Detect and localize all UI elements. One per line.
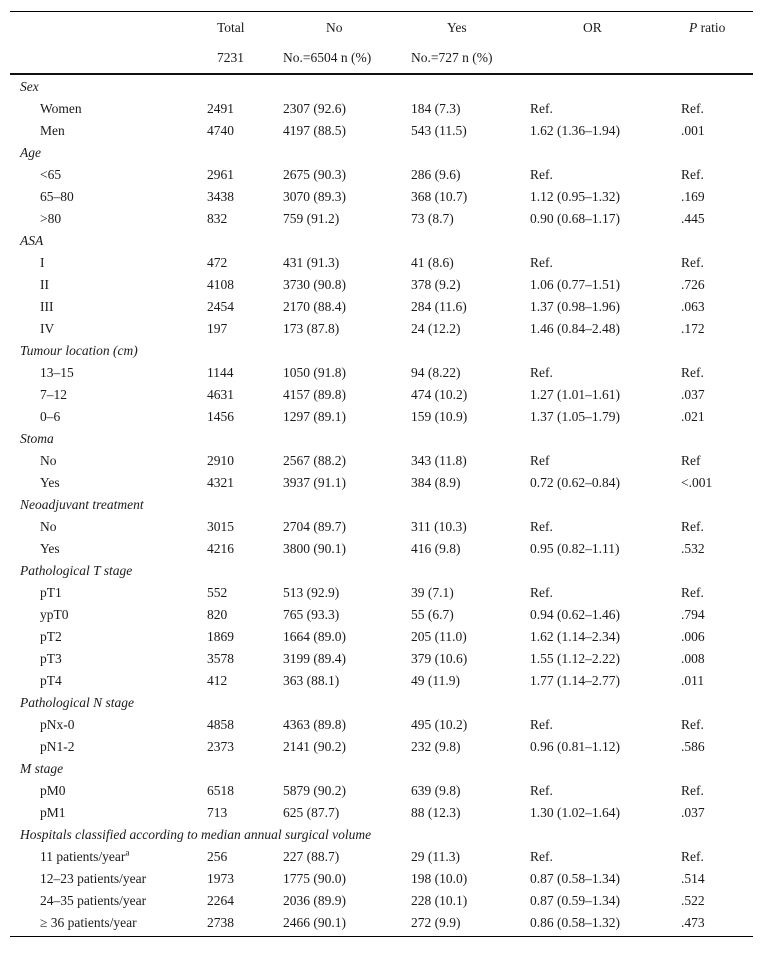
cell-yes: 639 (9.8) [411, 783, 461, 798]
row-label: IV [40, 321, 55, 336]
cell-p-ratio: Ref. [681, 167, 704, 182]
cell-or: Ref. [530, 849, 553, 864]
row-label: 13–15 [40, 365, 74, 380]
table-header [10, 12, 753, 73]
row-label: pT4 [40, 673, 62, 688]
cell-p-ratio: .021 [681, 409, 705, 424]
cell-p-ratio: .063 [681, 299, 705, 314]
cell-total: 832 [207, 211, 228, 226]
row-label: pN1-2 [40, 739, 75, 754]
cell-total: 197 [207, 321, 228, 336]
cell-total: 1456 [207, 409, 234, 424]
section-header-row [10, 230, 753, 252]
row-label: 24–35 patients/year [40, 893, 147, 908]
cell-total: 2454 [207, 299, 234, 314]
cell-p-ratio: .006 [681, 629, 705, 644]
table-row [10, 648, 753, 670]
row-label: pM1 [40, 805, 66, 820]
cell-no: 2466 (90.1) [283, 915, 346, 930]
cell-yes: 272 (9.9) [411, 915, 461, 930]
cell-or: 1.62 (1.36–1.94) [530, 123, 620, 138]
header-p-rest: ratio [697, 20, 726, 35]
section-header-row [10, 142, 753, 164]
table-row [10, 208, 753, 230]
cell-yes: 416 (9.8) [411, 541, 461, 556]
cell-yes: 284 (11.6) [411, 299, 467, 314]
table-row [10, 582, 753, 604]
cell-total: 1144 [207, 365, 234, 380]
cell-total: 4740 [207, 123, 234, 138]
cell-yes: 41 (8.6) [411, 255, 454, 270]
section-title: M stage [20, 761, 64, 776]
cell-total: 1869 [207, 629, 234, 644]
header-total-n: 7231 [217, 50, 244, 65]
cell-or: Ref. [530, 101, 553, 116]
cell-yes: 88 (12.3) [411, 805, 461, 820]
section-title: Tumour location (cm) [20, 343, 138, 358]
table-row [10, 538, 753, 560]
cell-yes: 474 (10.2) [411, 387, 468, 402]
cell-total: 4216 [207, 541, 234, 556]
row-label: Yes [40, 475, 60, 490]
section-title: Pathological T stage [20, 563, 133, 578]
cell-or: Ref. [530, 365, 553, 380]
header-no-title: No [326, 20, 343, 35]
table-row [10, 780, 753, 802]
row-label: II [40, 277, 49, 292]
cell-total: 256 [207, 849, 228, 864]
cell-p-ratio: Ref. [681, 849, 704, 864]
section-header-row [10, 758, 753, 780]
cell-or: 1.37 (0.98–1.96) [530, 299, 620, 314]
header-no-n: No.=6504 n (%) [283, 50, 372, 65]
cell-total: 4858 [207, 717, 234, 732]
table-row [10, 516, 753, 538]
table-row [10, 274, 753, 296]
cell-p-ratio: .532 [681, 541, 705, 556]
cell-no: 173 (87.8) [283, 321, 340, 336]
table-row [10, 626, 753, 648]
row-label: pNx-0 [40, 717, 75, 732]
cell-p-ratio: Ref. [681, 783, 704, 798]
cell-total: 472 [207, 255, 228, 270]
section-header-row [10, 76, 753, 98]
cell-no: 5879 (90.2) [283, 783, 346, 798]
table-row [10, 450, 753, 472]
cell-no: 2567 (88.2) [283, 453, 346, 468]
table-row [10, 406, 753, 428]
table-row [10, 296, 753, 318]
cell-p-ratio: .522 [681, 893, 705, 908]
row-label: pT2 [40, 629, 62, 644]
cell-or: 0.87 (0.58–1.34) [530, 871, 620, 886]
table-row [10, 714, 753, 736]
row-label: pM0 [40, 783, 66, 798]
section-header-row [10, 560, 753, 582]
cell-p-ratio: Ref. [681, 365, 704, 380]
table-body [10, 75, 753, 936]
row-label-text: 11 patients/year [40, 849, 126, 864]
cell-p-ratio: .514 [681, 871, 705, 886]
table-row [10, 98, 753, 120]
table-row [10, 252, 753, 274]
cell-no: 431 (91.3) [283, 255, 340, 270]
cell-p-ratio: Ref. [681, 519, 704, 534]
table-row [10, 362, 753, 384]
table-row [10, 890, 753, 912]
header-yes-title: Yes [447, 20, 467, 35]
cell-no: 4197 (88.5) [283, 123, 346, 138]
cell-no: 3199 (89.4) [283, 651, 346, 666]
row-label: Yes [40, 541, 60, 556]
cell-total: 2910 [207, 453, 234, 468]
cell-no: 625 (87.7) [283, 805, 340, 820]
cell-no: 2307 (92.6) [283, 101, 346, 116]
cell-yes: 205 (11.0) [411, 629, 467, 644]
row-label [40, 846, 129, 868]
cell-or: 0.90 (0.68–1.17) [530, 211, 620, 226]
cell-or: 1.46 (0.84–2.48) [530, 321, 620, 336]
table-row [10, 868, 753, 890]
section-title: Age [20, 145, 41, 160]
cell-yes: 228 (10.1) [411, 893, 468, 908]
cell-total: 4321 [207, 475, 234, 490]
cell-p-ratio: .037 [681, 387, 705, 402]
row-label: pT3 [40, 651, 62, 666]
cell-total: 2961 [207, 167, 234, 182]
table-row [10, 912, 753, 934]
data-table [10, 11, 753, 937]
cell-no: 759 (91.2) [283, 211, 340, 226]
cell-no: 227 (88.7) [283, 849, 340, 864]
row-label: pT1 [40, 585, 62, 600]
row-label: 7–12 [40, 387, 67, 402]
cell-total: 4631 [207, 387, 234, 402]
cell-or: Ref. [530, 519, 553, 534]
cell-p-ratio: Ref. [681, 255, 704, 270]
cell-yes: 543 (11.5) [411, 123, 467, 138]
cell-total: 2738 [207, 915, 234, 930]
cell-total: 3015 [207, 519, 234, 534]
cell-no: 2141 (90.2) [283, 739, 346, 754]
header-yes-n: No.=727 n (%) [411, 50, 493, 65]
section-title: Stoma [20, 431, 54, 446]
cell-total: 820 [207, 607, 228, 622]
section-title: Pathological N stage [20, 695, 134, 710]
section-title: Sex [20, 79, 39, 94]
cell-p-ratio: Ref. [681, 101, 704, 116]
cell-p-ratio: .169 [681, 189, 705, 204]
cell-or: 1.37 (1.05–1.79) [530, 409, 620, 424]
row-label: 65–80 [40, 189, 74, 204]
cell-no: 2170 (88.4) [283, 299, 346, 314]
cell-total: 1973 [207, 871, 234, 886]
cell-or: 0.86 (0.58–1.32) [530, 915, 620, 930]
table-row [10, 736, 753, 758]
cell-or: Ref. [530, 717, 553, 732]
cell-yes: 39 (7.1) [411, 585, 454, 600]
cell-or: Ref. [530, 255, 553, 270]
cell-p-ratio: .008 [681, 651, 705, 666]
row-label: Women [40, 101, 82, 116]
cell-yes: 286 (9.6) [411, 167, 461, 182]
cell-p-ratio: Ref. [681, 585, 704, 600]
cell-no: 1775 (90.0) [283, 871, 346, 886]
cell-or: 0.72 (0.62–0.84) [530, 475, 620, 490]
cell-yes: 378 (9.2) [411, 277, 461, 292]
section-title: Hospitals classified according to median annual surgical volume [20, 827, 372, 842]
cell-no: 513 (92.9) [283, 585, 340, 600]
cell-total: 412 [207, 673, 228, 688]
cell-no: 3937 (91.1) [283, 475, 346, 490]
table-row [10, 846, 753, 868]
table-row [10, 164, 753, 186]
cell-p-ratio: Ref [681, 453, 701, 468]
header-p-ratio [689, 20, 725, 36]
cell-no: 2675 (90.3) [283, 167, 346, 182]
cell-p-ratio: .586 [681, 739, 705, 754]
cell-yes: 29 (11.3) [411, 849, 460, 864]
cell-no: 1050 (91.8) [283, 365, 346, 380]
cell-total: 4108 [207, 277, 234, 292]
cell-p-ratio: .794 [681, 607, 705, 622]
row-label: ypT0 [40, 607, 69, 622]
cell-yes: 368 (10.7) [411, 189, 468, 204]
cell-total: 2491 [207, 101, 234, 116]
cell-p-ratio: <.001 [681, 475, 713, 490]
cell-or: 0.87 (0.59–1.34) [530, 893, 620, 908]
cell-p-ratio: Ref. [681, 717, 704, 732]
cell-yes: 94 (8.22) [411, 365, 461, 380]
cell-or: Ref. [530, 167, 553, 182]
header-p-italic: P [689, 20, 698, 35]
section-title: ASA [20, 233, 44, 248]
table-row [10, 318, 753, 340]
table-row [10, 472, 753, 494]
section-header-row [10, 428, 753, 450]
cell-total: 3438 [207, 189, 234, 204]
row-label: III [40, 299, 54, 314]
row-label: I [40, 255, 45, 270]
cell-total: 6518 [207, 783, 234, 798]
cell-no: 2036 (89.9) [283, 893, 346, 908]
cell-p-ratio: .001 [681, 123, 705, 138]
bottom-rule [10, 936, 753, 937]
cell-total: 713 [207, 805, 228, 820]
row-label: >80 [40, 211, 62, 226]
cell-no: 1297 (89.1) [283, 409, 346, 424]
cell-p-ratio: .473 [681, 915, 705, 930]
cell-or: 0.95 (0.82–1.11) [530, 541, 620, 556]
cell-no: 3070 (89.3) [283, 189, 346, 204]
header-or-title: OR [583, 20, 602, 35]
cell-yes: 49 (11.9) [411, 673, 460, 688]
cell-or: Ref. [530, 783, 553, 798]
cell-no: 3800 (90.1) [283, 541, 346, 556]
cell-yes: 311 (10.3) [411, 519, 467, 534]
cell-or: 0.96 (0.81–1.12) [530, 739, 620, 754]
cell-yes: 184 (7.3) [411, 101, 461, 116]
cell-no: 4157 (89.8) [283, 387, 346, 402]
section-header-row [10, 340, 753, 362]
cell-or: 1.77 (1.14–2.77) [530, 673, 620, 688]
cell-or: 1.06 (0.77–1.51) [530, 277, 620, 292]
cell-no: 363 (88.1) [283, 673, 340, 688]
cell-yes: 55 (6.7) [411, 607, 454, 622]
cell-or: 1.62 (1.14–2.34) [530, 629, 620, 644]
section-title: Neoadjuvant treatment [20, 497, 144, 512]
row-label: No [40, 519, 57, 534]
cell-no: 4363 (89.8) [283, 717, 346, 732]
cell-no: 765 (93.3) [283, 607, 340, 622]
cell-yes: 198 (10.0) [411, 871, 468, 886]
cell-yes: 384 (8.9) [411, 475, 461, 490]
header-total-title: Total [217, 20, 245, 35]
cell-or: Ref. [530, 585, 553, 600]
row-label: 0–6 [40, 409, 61, 424]
table-row [10, 802, 753, 824]
cell-p-ratio: .445 [681, 211, 705, 226]
cell-p-ratio: .726 [681, 277, 705, 292]
cell-or: 0.94 (0.62–1.46) [530, 607, 620, 622]
section-header-row [10, 824, 753, 846]
row-label: Men [40, 123, 65, 138]
cell-p-ratio: .011 [681, 673, 705, 688]
row-label: ≥ 36 patients/year [40, 915, 137, 930]
cell-yes: 24 (12.2) [411, 321, 461, 336]
cell-total: 2264 [207, 893, 234, 908]
cell-yes: 379 (10.6) [411, 651, 468, 666]
section-header-row [10, 494, 753, 516]
cell-yes: 343 (11.8) [411, 453, 467, 468]
cell-or: 1.27 (1.01–1.61) [530, 387, 620, 402]
footnote-marker: a [125, 847, 130, 858]
table-row [10, 604, 753, 626]
cell-no: 2704 (89.7) [283, 519, 346, 534]
cell-no: 3730 (90.8) [283, 277, 346, 292]
cell-yes: 73 (8.7) [411, 211, 454, 226]
cell-p-ratio: .037 [681, 805, 705, 820]
cell-no: 1664 (89.0) [283, 629, 346, 644]
cell-yes: 159 (10.9) [411, 409, 468, 424]
cell-yes: 495 (10.2) [411, 717, 468, 732]
cell-or: 1.30 (1.02–1.64) [530, 805, 620, 820]
table-row [10, 186, 753, 208]
row-label: <65 [40, 167, 62, 182]
section-header-row [10, 692, 753, 714]
row-label: No [40, 453, 57, 468]
cell-or: Ref [530, 453, 550, 468]
cell-or: 1.55 (1.12–2.22) [530, 651, 620, 666]
table-row [10, 384, 753, 406]
table-row [10, 120, 753, 142]
cell-yes: 232 (9.8) [411, 739, 461, 754]
row-label: 12–23 patients/year [40, 871, 147, 886]
cell-total: 2373 [207, 739, 234, 754]
cell-total: 3578 [207, 651, 234, 666]
cell-total: 552 [207, 585, 228, 600]
cell-or: 1.12 (0.95–1.32) [530, 189, 620, 204]
table-row [10, 670, 753, 692]
cell-p-ratio: .172 [681, 321, 705, 336]
